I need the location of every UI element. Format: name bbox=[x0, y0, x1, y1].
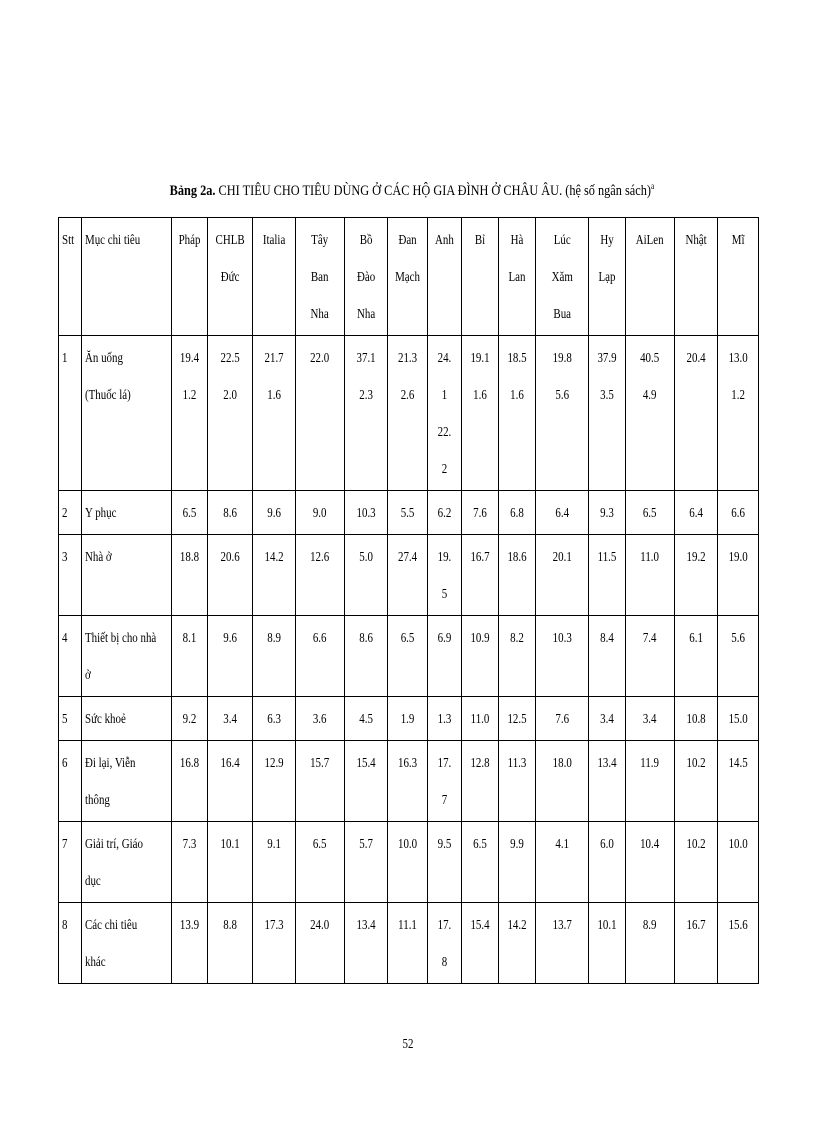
data-cell: 9.0 bbox=[296, 491, 344, 535]
data-cell: 9.5 bbox=[427, 822, 461, 903]
data-cell: 15.7 bbox=[296, 741, 344, 822]
data-cell: 17.3 bbox=[253, 903, 296, 984]
row-item: Ăn uống (Thuốc lá) bbox=[81, 336, 171, 491]
header-item: Mục chi tiêu bbox=[81, 218, 171, 336]
row-item: Sức khoẻ bbox=[81, 697, 171, 741]
data-cell: 6.4 bbox=[535, 491, 588, 535]
data-cell: 15.0 bbox=[717, 697, 758, 741]
row-stt: 3 bbox=[59, 535, 82, 616]
data-cell: 10.8 bbox=[674, 697, 717, 741]
data-cell: 14.2 bbox=[498, 903, 535, 984]
data-cell: 17. 7 bbox=[427, 741, 461, 822]
data-cell: 6.4 bbox=[674, 491, 717, 535]
row-item: Đi lại, Viễn thông bbox=[81, 741, 171, 822]
data-cell: 7.3 bbox=[172, 822, 208, 903]
data-cell: 24. 1 22. 2 bbox=[427, 336, 461, 491]
data-cell: 24.0 bbox=[296, 903, 344, 984]
data-cell: 8.6 bbox=[344, 616, 387, 697]
data-cell: 9.1 bbox=[253, 822, 296, 903]
budget-table bbox=[58, 217, 759, 984]
data-cell: 40.5 4.9 bbox=[626, 336, 674, 491]
data-cell: 5.6 bbox=[717, 616, 758, 697]
data-cell: 6.2 bbox=[427, 491, 461, 535]
data-cell: 9.9 bbox=[498, 822, 535, 903]
data-cell: 13.4 bbox=[344, 903, 387, 984]
row-stt: 5 bbox=[59, 697, 82, 741]
page-number: 52 bbox=[402, 1037, 414, 1052]
row-item: Y phục bbox=[81, 491, 171, 535]
table-row bbox=[59, 903, 759, 984]
table-row bbox=[59, 535, 759, 616]
data-cell: 11.3 bbox=[498, 741, 535, 822]
data-cell: 9.3 bbox=[589, 491, 626, 535]
data-cell: 18.6 bbox=[498, 535, 535, 616]
table-row bbox=[59, 697, 759, 741]
table-row bbox=[59, 336, 759, 491]
data-cell: 8.6 bbox=[208, 491, 253, 535]
data-cell: 18.5 1.6 bbox=[498, 336, 535, 491]
table-row bbox=[59, 616, 759, 697]
data-cell: 6.3 bbox=[253, 697, 296, 741]
data-cell: 11.5 bbox=[589, 535, 626, 616]
data-cell: 13.9 bbox=[172, 903, 208, 984]
data-cell: 6.1 bbox=[674, 616, 717, 697]
data-cell: 9.6 bbox=[208, 616, 253, 697]
data-cell: 5.5 bbox=[387, 491, 427, 535]
data-cell: 16.7 bbox=[461, 535, 498, 616]
data-cell: 22.0 bbox=[296, 336, 344, 491]
data-cell: 12.6 bbox=[296, 535, 344, 616]
row-stt: 8 bbox=[59, 903, 82, 984]
data-cell: 5.0 bbox=[344, 535, 387, 616]
data-cell: 18.0 bbox=[535, 741, 588, 822]
header-country: AiLen bbox=[626, 218, 674, 336]
data-cell: 12.5 bbox=[498, 697, 535, 741]
data-cell: 3.4 bbox=[208, 697, 253, 741]
data-cell: 12.9 bbox=[253, 741, 296, 822]
data-cell: 8.4 bbox=[589, 616, 626, 697]
data-cell: 19.8 5.6 bbox=[535, 336, 588, 491]
data-cell: 20.4 bbox=[674, 336, 717, 491]
data-cell: 3.6 bbox=[296, 697, 344, 741]
data-cell: 10.3 bbox=[344, 491, 387, 535]
data-cell: 11.9 bbox=[626, 741, 674, 822]
data-cell: 12.8 bbox=[461, 741, 498, 822]
data-cell: 27.4 bbox=[387, 535, 427, 616]
data-cell: 6.0 bbox=[589, 822, 626, 903]
header-country: Hy Lạp bbox=[589, 218, 626, 336]
data-cell: 7.6 bbox=[461, 491, 498, 535]
data-cell: 6.6 bbox=[296, 616, 344, 697]
data-cell: 10.4 bbox=[626, 822, 674, 903]
data-cell: 3.4 bbox=[626, 697, 674, 741]
data-cell: 19.4 1.2 bbox=[172, 336, 208, 491]
data-cell: 15.4 bbox=[344, 741, 387, 822]
data-cell: 8.9 bbox=[253, 616, 296, 697]
data-cell: 10.0 bbox=[717, 822, 758, 903]
header-stt: Stt bbox=[59, 218, 82, 336]
row-stt: 7 bbox=[59, 822, 82, 903]
table-caption bbox=[77, 181, 746, 200]
table-row bbox=[59, 741, 759, 822]
data-cell: 8.8 bbox=[208, 903, 253, 984]
header-country: Đan Mạch bbox=[387, 218, 427, 336]
data-cell: 6.9 bbox=[427, 616, 461, 697]
data-cell: 6.5 bbox=[172, 491, 208, 535]
data-cell: 10.0 bbox=[387, 822, 427, 903]
data-cell: 7.4 bbox=[626, 616, 674, 697]
data-cell: 6.5 bbox=[461, 822, 498, 903]
data-cell: 3.4 bbox=[589, 697, 626, 741]
data-cell: 9.2 bbox=[172, 697, 208, 741]
data-cell: 4.1 bbox=[535, 822, 588, 903]
data-cell: 21.7 1.6 bbox=[253, 336, 296, 491]
data-cell: 10.3 bbox=[535, 616, 588, 697]
data-cell: 20.6 bbox=[208, 535, 253, 616]
header-country: Bỉ bbox=[461, 218, 498, 336]
data-cell: 1.3 bbox=[427, 697, 461, 741]
data-cell: 11.0 bbox=[626, 535, 674, 616]
caption-text: CHI TIÊU CHO TIÊU DÙNG Ở CÁC HỘ GIA ĐÌNH Ở CHÂU ÂU. (hệ số ngân sách) bbox=[218, 183, 651, 199]
row-stt: 1 bbox=[59, 336, 82, 491]
row-stt: 6 bbox=[59, 741, 82, 822]
row-stt: 2 bbox=[59, 491, 82, 535]
header-country: Nhật bbox=[674, 218, 717, 336]
data-cell: 22.5 2.0 bbox=[208, 336, 253, 491]
data-cell: 19. 5 bbox=[427, 535, 461, 616]
data-cell: 14.5 bbox=[717, 741, 758, 822]
data-cell: 6.8 bbox=[498, 491, 535, 535]
data-cell: 14.2 bbox=[253, 535, 296, 616]
data-cell: 8.9 bbox=[626, 903, 674, 984]
header-row bbox=[59, 218, 759, 336]
data-cell: 19.2 bbox=[674, 535, 717, 616]
data-cell: 13.4 bbox=[589, 741, 626, 822]
data-cell: 20.1 bbox=[535, 535, 588, 616]
data-cell: 17. 8 bbox=[427, 903, 461, 984]
data-cell: 10.1 bbox=[208, 822, 253, 903]
header-country: Italia bbox=[253, 218, 296, 336]
data-cell: 19.1 1.6 bbox=[461, 336, 498, 491]
caption-prefix: Bảng 2a. bbox=[169, 183, 216, 199]
data-cell: 10.9 bbox=[461, 616, 498, 697]
header-country: Anh bbox=[427, 218, 461, 336]
data-cell: 13.0 1.2 bbox=[717, 336, 758, 491]
data-cell: 1.9 bbox=[387, 697, 427, 741]
data-cell: 16.3 bbox=[387, 741, 427, 822]
data-cell: 6.5 bbox=[626, 491, 674, 535]
header-country: Hà Lan bbox=[498, 218, 535, 336]
data-cell: 16.8 bbox=[172, 741, 208, 822]
data-cell: 18.8 bbox=[172, 535, 208, 616]
data-cell: 11.1 bbox=[387, 903, 427, 984]
data-cell: 9.6 bbox=[253, 491, 296, 535]
data-cell: 11.0 bbox=[461, 697, 498, 741]
caption-footnote-mark: a bbox=[650, 181, 655, 191]
data-cell: 7.6 bbox=[535, 697, 588, 741]
header-country: Bồ Đào Nha bbox=[344, 218, 387, 336]
header-country: Tây Ban Nha bbox=[296, 218, 344, 336]
data-cell: 6.5 bbox=[296, 822, 344, 903]
row-item: Giải trí, Giáo dục bbox=[81, 822, 171, 903]
data-cell: 5.7 bbox=[344, 822, 387, 903]
data-cell: 37.9 3.5 bbox=[589, 336, 626, 491]
data-cell: 15.6 bbox=[717, 903, 758, 984]
header-country: Pháp bbox=[172, 218, 208, 336]
table-row bbox=[59, 491, 759, 535]
data-cell: 8.1 bbox=[172, 616, 208, 697]
data-cell: 13.7 bbox=[535, 903, 588, 984]
data-cell: 37.1 2.3 bbox=[344, 336, 387, 491]
data-cell: 6.5 bbox=[387, 616, 427, 697]
data-cell: 10.2 bbox=[674, 822, 717, 903]
data-cell: 19.0 bbox=[717, 535, 758, 616]
header-country: CHLB Đức bbox=[208, 218, 253, 336]
data-cell: 8.2 bbox=[498, 616, 535, 697]
row-item: Các chi tiêu khác bbox=[81, 903, 171, 984]
data-cell: 16.7 bbox=[674, 903, 717, 984]
header-country: Mĩ bbox=[717, 218, 758, 336]
row-item: Thiết bị cho nhà ở bbox=[81, 616, 171, 697]
data-cell: 15.4 bbox=[461, 903, 498, 984]
row-stt: 4 bbox=[59, 616, 82, 697]
data-cell: 4.5 bbox=[344, 697, 387, 741]
row-item: Nhà ở bbox=[81, 535, 171, 616]
data-cell: 10.2 bbox=[674, 741, 717, 822]
table-row bbox=[59, 822, 759, 903]
header-country: Lúc Xăm Bua bbox=[535, 218, 588, 336]
data-cell: 21.3 2.6 bbox=[387, 336, 427, 491]
data-cell: 16.4 bbox=[208, 741, 253, 822]
data-cell: 10.1 bbox=[589, 903, 626, 984]
data-cell: 6.6 bbox=[717, 491, 758, 535]
